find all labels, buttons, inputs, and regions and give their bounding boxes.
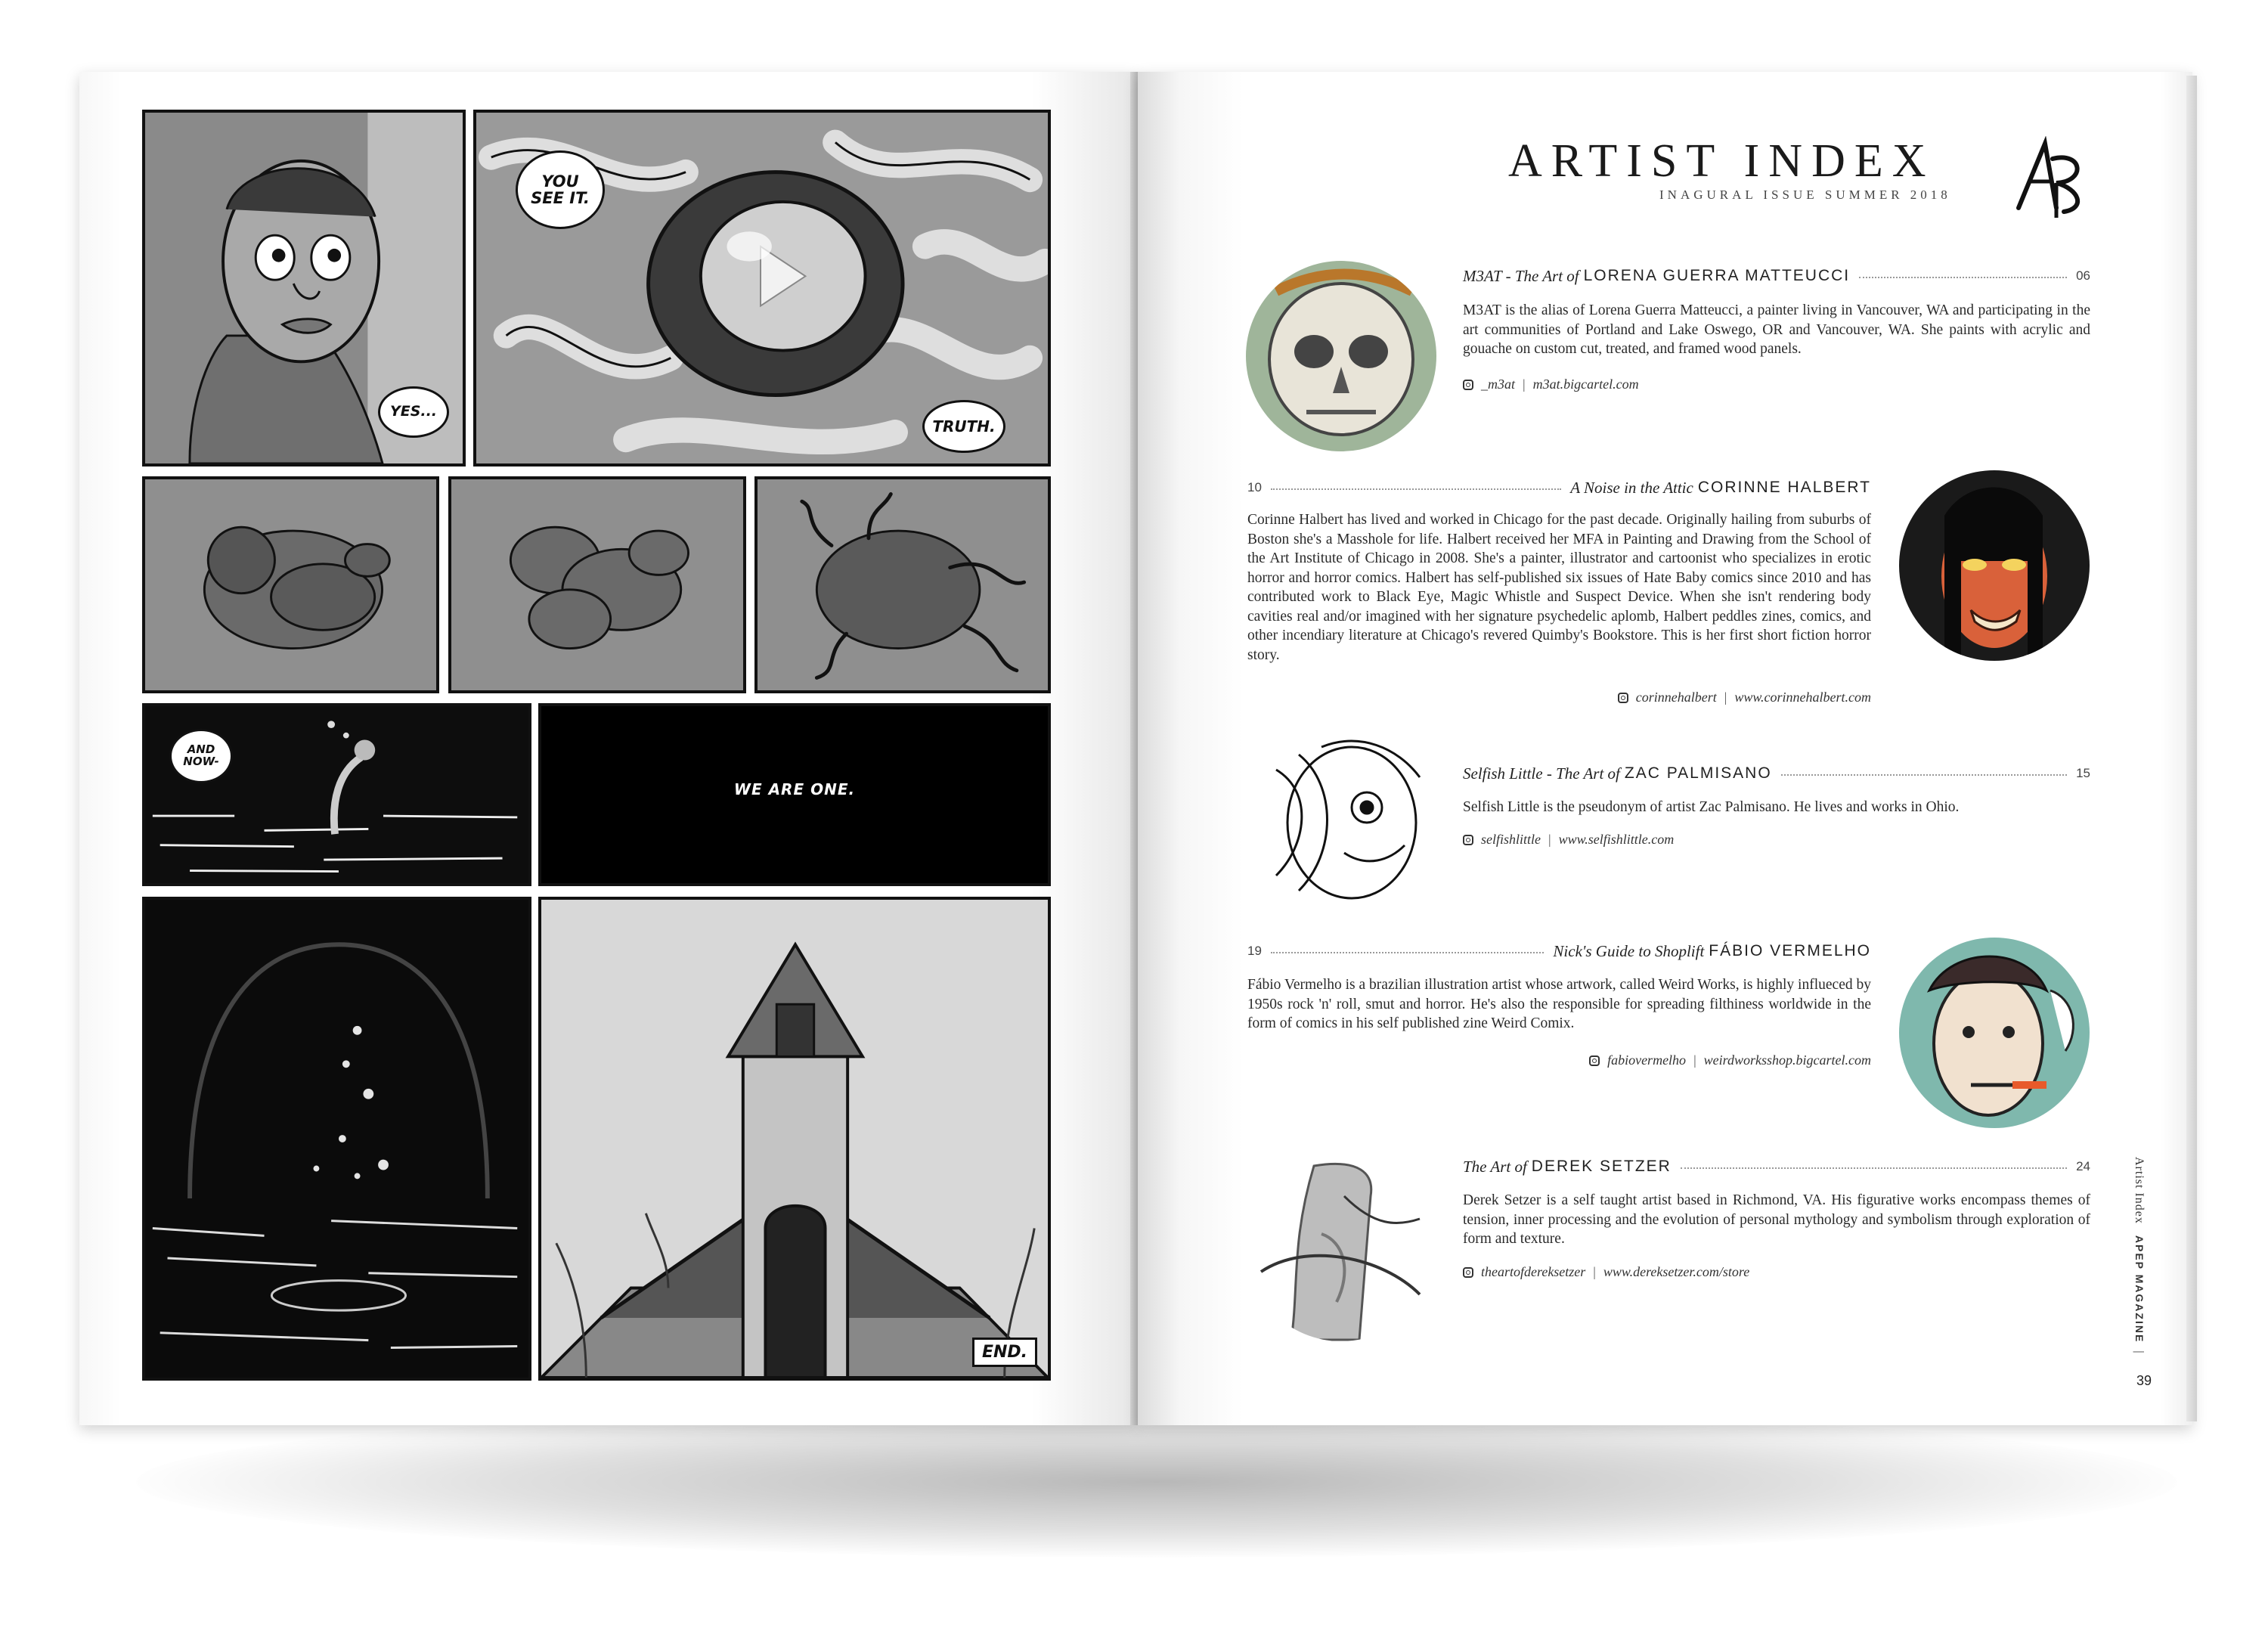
caption-end: END. xyxy=(972,1338,1037,1367)
entry-page-number: 15 xyxy=(2076,766,2090,780)
instagram-handle[interactable]: fabiovermelho xyxy=(1607,1052,1687,1068)
entry-page-number: 19 xyxy=(1247,944,1262,958)
entry-work-title: Selfish Little - The Art of xyxy=(1463,764,1620,783)
page-subtitle: INAGURAL ISSUE SUMMER 2018 xyxy=(1659,188,1951,202)
separator: | xyxy=(1593,1264,1596,1279)
speech-bubble-you-see-it: YOU SEE IT. xyxy=(516,150,605,229)
entry-bio-zac: Selfish Little is the pseudonym of artist Zac Palmisano. He lives and works in Ohio. xyxy=(1463,799,1960,815)
website-link[interactable]: www.selfishlittle.com xyxy=(1558,832,1675,847)
portrait-corinne-halbert xyxy=(1899,470,2090,661)
leader-dots xyxy=(1681,1167,2067,1169)
portrait-zac-palmisano xyxy=(1246,724,1436,915)
entry-artist-name: ZAC PALMISANO xyxy=(1624,764,1772,782)
caption-we-are-one: WE ARE ONE. xyxy=(733,780,856,798)
leader-dots xyxy=(1859,277,2067,278)
instagram-handle[interactable]: _m3at xyxy=(1481,377,1515,392)
portrait-derek-setzer xyxy=(1246,1151,1436,1341)
entry-bio-derek: Derek Setzer is a self taught artist based in Richmond, VA. His figurative works encompass themes of tension, inner processing and the evolution of personal mythology and symbolism through exploration of form and texture. xyxy=(1463,1192,2090,1247)
comic-panel-eye xyxy=(473,110,1051,467)
website-link[interactable]: weirdworksshop.bigcartel.com xyxy=(1703,1052,1871,1068)
comic-panel-baby xyxy=(142,476,439,693)
instagram-handle[interactable]: corinnehalbert xyxy=(1635,690,1717,705)
instagram-icon xyxy=(1589,1055,1600,1066)
instagram-handle[interactable]: selfishlittle xyxy=(1481,832,1541,847)
separator: | xyxy=(1548,832,1551,847)
comic-panel-church xyxy=(538,897,1051,1381)
speech-bubble-and-now: AND NOW- xyxy=(169,729,233,783)
entry-page-number: 10 xyxy=(1247,480,1262,494)
entry-work-title: A Noise in the Attic xyxy=(1570,478,1693,497)
separator: | xyxy=(1523,377,1526,392)
section-name: Artist Index xyxy=(2133,1157,2146,1224)
instagram-icon xyxy=(1463,1267,1473,1278)
portrait-lorena-guerra-matteucci xyxy=(1246,261,1436,451)
entry-heading-lorena xyxy=(1463,265,2090,287)
entry-page-number: 24 xyxy=(2076,1159,2090,1173)
leader-dots xyxy=(1271,952,1544,953)
website-link[interactable]: m3at.bigcartel.com xyxy=(1532,377,1639,392)
entry-page-number: 06 xyxy=(2076,268,2090,283)
entry-heading-derek xyxy=(1463,1155,2090,1178)
page-edge xyxy=(2186,76,2197,1421)
leader-dots xyxy=(1271,488,1561,490)
apep-monogram-icon xyxy=(2011,136,2094,219)
running-footer: Artist Index APEP MAGAZINE | xyxy=(2133,1157,2146,1354)
entry-links-zac xyxy=(1463,832,1674,848)
entry-artist-name: CORINNE HALBERT xyxy=(1697,479,1871,496)
comic-panel-face xyxy=(142,110,466,467)
entry-bio-fabio: Fábio Vermelho is a brazilian illustration artist whose artwork, called Weird Works, is highly influeced by 1950s rock 'n' roll, smut and horror. He's also the responsible for spreading filthiness worldwide in the form of comics in his self published zine Weird Comix. xyxy=(1247,977,1871,1031)
speech-bubble-truth: TRUTH. xyxy=(922,400,1005,453)
entry-artist-name: LORENA GUERRA MATTEUCCI xyxy=(1583,267,1851,284)
entry-links-corinne xyxy=(1247,690,1871,705)
entry-artist-name: FÁBIO VERMELHO xyxy=(1709,942,1871,959)
entry-links-lorena xyxy=(1463,377,1639,392)
separator: | xyxy=(1724,690,1727,705)
instagram-icon xyxy=(1618,693,1628,703)
comic-panel-mass xyxy=(448,476,746,693)
entry-work-title: Nick's Guide to Shoplift xyxy=(1553,941,1705,960)
entry-heading-zac xyxy=(1463,762,2090,785)
leader-dots xyxy=(1781,774,2067,776)
website-link[interactable]: www.dereksetzer.com/store xyxy=(1603,1264,1750,1279)
website-link[interactable]: www.corinnehalbert.com xyxy=(1734,690,1871,705)
entry-links-fabio xyxy=(1247,1052,1871,1068)
comic-panel-we-are-one xyxy=(538,703,1051,886)
instagram-icon xyxy=(1463,835,1473,845)
instagram-icon xyxy=(1463,380,1473,390)
separator: | xyxy=(1693,1052,1696,1068)
page-number: 39 xyxy=(2136,1373,2152,1388)
speech-bubble-yes: YES... xyxy=(378,386,449,438)
instagram-handle[interactable]: theartofdereksetzer xyxy=(1481,1264,1586,1279)
entry-artist-name: DEREK SETZER xyxy=(1531,1158,1672,1175)
entry-links-derek xyxy=(1463,1264,1749,1280)
comic-panel-tentacles xyxy=(754,476,1051,693)
entry-heading-fabio xyxy=(1247,940,1871,962)
entry-work-title: M3AT - The Art of xyxy=(1463,266,1579,285)
magazine-shadow xyxy=(136,1406,2177,1558)
entry-bio-corinne: Corinne Halbert has lived and worked in Chicago for the past decade. Originally hailing from suburbs of Boston she's a Masshole for life. Halbert received her MFA in Painting and Drawing from the School of the Art Institute of Chicago in 2008. She's a painter, illustrator and cartoonist who specializes in erotic horror and horror comics. Halbert has self-published six issues of Hate Baby comics since 2010 and has contributed work to Black Eye, Magic Whistle and Suspect Device. When she isn't rendering body cavities real and/or imagined with her signature psychedelic aplomb, Halbert peddles zines, comics, and other incendiary literature at Chicago's revered Quimby's Bookstore. This is her first short fiction horror story. xyxy=(1247,512,1871,663)
comic-panel-dark-tunnel xyxy=(142,897,531,1381)
entry-heading-corinne xyxy=(1247,476,1871,499)
page-title: ARTIST INDEX xyxy=(1508,135,1935,187)
entry-work-title: The Art of xyxy=(1463,1157,1527,1176)
entry-bio-lorena: M3AT is the alias of Lorena Guerra Matteucci, a painter living in Vancouver, WA and participating in the art communities of Portland and Lake Oswego, OR and Vancouver, WA. She paints with acrylic and gouache on custom cut, treated, and framed wood panels. xyxy=(1463,302,2090,357)
comic-panel-water xyxy=(142,703,531,886)
portrait-fabio-vermelho xyxy=(1899,938,2090,1128)
magazine-name: APEP MAGAZINE xyxy=(2133,1235,2146,1344)
